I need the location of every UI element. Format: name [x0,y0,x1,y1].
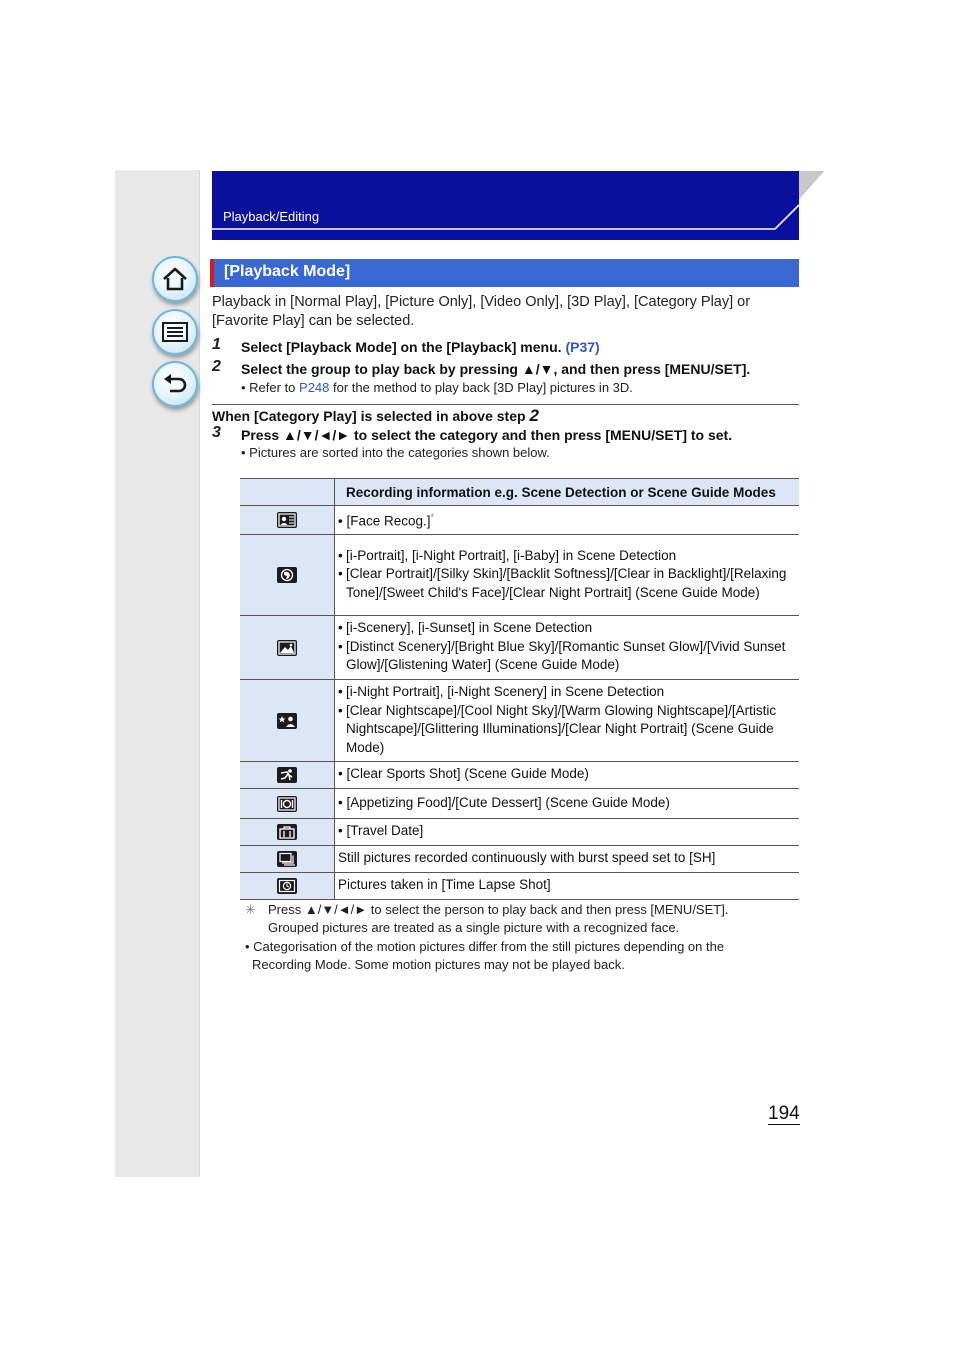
row-description: • [i-Night Portrait], [i-Night Scenery] in Scene Detection • [Clear Nightscape]/[Cool Night Sky]/[Warm Glowing Nightscape]/[Artistic Nightscape]/[Glittering Illuminations]/[Clear Night Portrait] (Scene Guide Mode) [335,680,800,762]
note-suffix: for the method to play back [3D Play] pictures in 3D. [329,380,633,395]
burst-icon [277,851,297,867]
divider [212,404,799,405]
food-icon [277,796,297,812]
table-header-row [240,479,799,506]
icon-cell [240,616,335,680]
sports-icon [277,767,297,783]
table-row [240,873,799,900]
breadcrumb: Playback/Editing [223,209,320,224]
list-icon [161,321,189,343]
step-3-text: Press ▲/▼/◄/► to select the category and then press [MENU/SET] to set. [241,427,733,443]
p37-link[interactable]: (P37) [565,339,600,355]
bullet-text: [Distinct Scenery]/[Bright Blue Sky]/[Romantic Sunset Glow]/[Vivid Sunset Glow]/[Glistening Water] (Scene Guide Mode) [346,638,786,673]
row-description: • [i-Portrait], [i-Night Portrait], [i-Baby] in Scene Detection • [Clear Portrait]/[Silky Skin]/[Backlit Softness]/[Clear in Backlight]/[Relaxing Tone]/[Sweet Child's Face]/[Clear Night Portrait] (Scene Guide Mode) [335,535,800,616]
row-description: Still pictures recorded continuously with burst speed set to [SH] [335,846,800,873]
icon-cell [240,846,335,873]
table-row [240,762,799,789]
step-1-number: 1 [212,336,221,353]
row-description: • [i-Scenery], [i-Sunset] in Scene Detection • [Distinct Scenery]/[Bright Blue Sky]/[Romantic Sunset Glow]/[Vivid Sunset Glow]/[Glistening Water] (Scene Guide Mode) [335,616,800,680]
table-row [240,680,799,762]
table-row [240,535,799,616]
table-row [240,819,799,846]
scenery-icon [277,640,297,656]
note-prefix: • Refer to [241,380,300,395]
p248-link[interactable]: P248 [299,380,330,395]
asterisk: * [430,512,435,522]
bullet-text: [Travel Date] [346,823,424,839]
bullet-text: [i-Night Portrait], [i-Night Scenery] in Scene Detection [346,684,665,699]
category-play-heading [212,406,539,426]
when-text: When [Category Play] is selected in above step [212,408,530,424]
asterisk-note-line-2: Grouped pictures are treated as a single picture with a recognized face. [268,920,680,935]
night-portrait-icon [277,713,297,729]
bullet-text: [i-Portrait], [i-Night Portrait], [i-Baby] in Scene Detection [346,547,677,563]
bullet-note-line-2: Recording Mode. Some motion pictures may not be played back. [252,957,625,972]
header-icon-cell [240,479,335,506]
table-row [240,616,799,680]
bullet-text: [Clear Sports Shot] (Scene Guide Mode) [346,766,589,782]
home-icon [161,266,189,292]
step-1-text [241,339,600,355]
bullet-text: [Clear Nightscape]/[Cool Night Sky]/[Warm Glowing Nightscape]/[Artistic Nightscape]/[Glittering Illuminations]/[Clear Night Portrait] (Scene Guide Mode) [346,702,777,755]
intro-paragraph: Playback in [Normal Play], [Picture Only], [Video Only], [3D Play], [Category Play] or [Favorite Play] can be selected. [212,294,751,329]
category-table [240,478,799,900]
section-title: [Playback Mode] [224,263,351,280]
table-row [240,506,799,535]
table-header: Recording information e.g. Scene Detection or Scene Guide Modes [335,479,800,506]
home-button[interactable] [152,256,198,302]
table-row [240,789,799,819]
step-2-text: Select the group to play back by pressing ▲/▼, and then press [MENU/SET]. [241,361,751,377]
bullet-text: [i-Scenery], [i-Sunset] in Scene Detection [346,620,593,636]
section-marker [210,259,214,287]
face-recognition-icon [277,512,297,528]
row-description: • [Travel Date] [335,819,800,846]
row-description: • [Clear Sports Shot] (Scene Guide Mode) [335,762,800,789]
step-3-note: • Pictures are sorted into the categories shown below. [241,445,550,460]
icon-cell [240,535,335,616]
row-description: Pictures taken in [Time Lapse Shot] [335,873,800,900]
bullet-text: [Appetizing Food]/[Cute Dessert] (Scene Guide Mode) [346,794,670,810]
portrait-icon [277,567,297,583]
when-step-number: 2 [529,406,539,425]
travel-date-icon [277,824,297,840]
step-2-number: 2 [212,358,221,375]
return-arrow-icon [161,371,189,397]
contents-button[interactable] [152,309,198,355]
step-2-note [241,380,633,395]
bullet-note-line-1: • Categorisation of the motion pictures differ from the still pictures depending on the [245,939,725,954]
bullet-text: [Face Recog.] [346,513,431,529]
icon-cell [240,789,335,819]
section-title-bar [210,259,799,287]
bullet-text: [Clear Portrait]/[Silky Skin]/[Backlit Softness]/[Clear in Backlight]/[Relaxing Tone]/[Sweet Child's Face]/[Clear Night Portrait] (Scene Guide Mode) [346,566,787,600]
page-number: 194 [768,1103,800,1124]
table-row [240,846,799,873]
asterisk-note-line-1: Press ▲/▼/◄/► to select the person to play back and then press [MENU/SET]. [268,902,729,917]
icon-cell [240,680,335,762]
time-lapse-icon [277,878,297,894]
row-description: • [Appetizing Food]/[Cute Dessert] (Scene Guide Mode) [335,789,800,819]
icon-cell [240,506,335,535]
asterisk-mark: ✳ [245,902,256,917]
step-3-number: 3 [212,424,221,441]
header-band [212,171,799,240]
row-description: • [Face Recog.]* [335,506,800,535]
back-button[interactable] [152,361,198,407]
icon-cell [240,762,335,789]
step-1-label: Select [Playback Mode] on the [Playback] menu. [241,339,562,355]
icon-cell [240,819,335,846]
icon-cell [240,873,335,900]
